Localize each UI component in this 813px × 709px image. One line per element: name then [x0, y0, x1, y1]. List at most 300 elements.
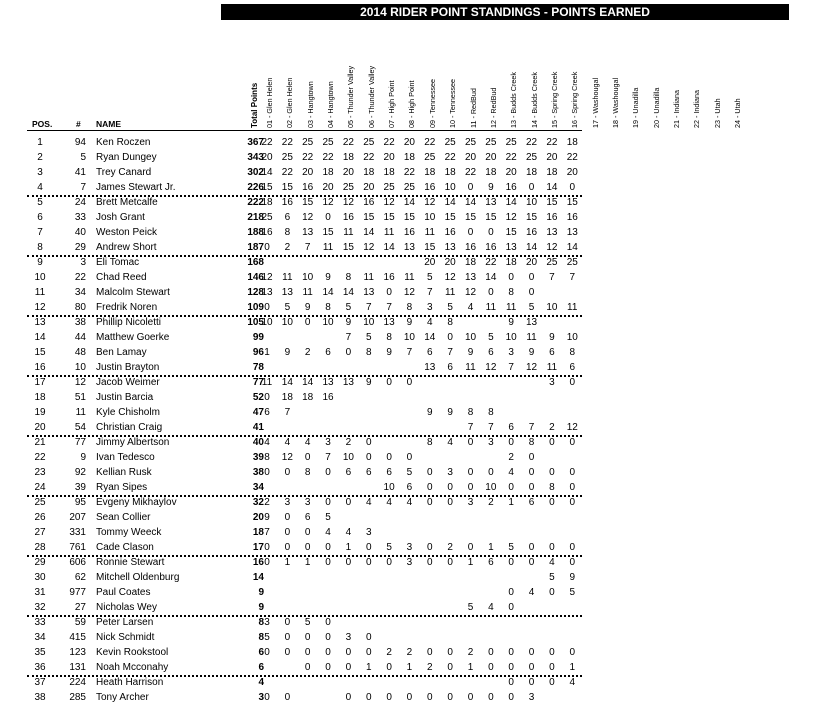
round-header: 16 - Spring Creek — [570, 71, 580, 128]
round-points-cell: 4 — [304, 437, 311, 448]
position-cell: 27 — [34, 527, 46, 538]
round-points-cell: 5 — [304, 617, 311, 628]
round-points-cell: 11 — [505, 302, 517, 313]
round-points-cell: 16 — [444, 227, 456, 238]
round-points-cell: 6 — [488, 347, 494, 358]
round-points-cell: 8 — [508, 287, 514, 298]
round-header: 01 - Glen Helen — [265, 77, 274, 128]
round-points-cell: 16 — [261, 227, 273, 238]
round-points-cell: 14 — [485, 272, 497, 283]
round-points-cell: 12 — [424, 197, 436, 208]
round-points-cell: 0 — [569, 482, 576, 493]
round-points-cell: 15 — [485, 212, 497, 223]
rider-name-cell: Kevin Rookstool — [96, 647, 169, 658]
round-points-cell: 0 — [325, 662, 331, 673]
rider-name-cell: Kyle Chisholm — [96, 407, 160, 418]
round-points-cell: 0 — [284, 542, 291, 553]
round-points-cell: 3 — [345, 632, 352, 643]
round-points-cell: 9 — [508, 317, 514, 328]
round-header: 22 - Indiana — [692, 90, 702, 128]
round-points-cell: 6 — [406, 482, 413, 493]
round-points-cell: 11 — [546, 362, 558, 373]
position-cell: 7 — [37, 227, 43, 238]
total-points-cell: 128 — [247, 287, 264, 298]
round-points-cell: 12 — [281, 452, 293, 463]
round-points-cell: 4 — [345, 527, 352, 538]
round-points-cell: 0 — [528, 467, 535, 478]
total-points-cell: 52 — [252, 392, 264, 403]
round-points-cell: 6 — [447, 362, 453, 373]
round-points-cell: 13 — [444, 242, 456, 253]
round-points-cell: 18 — [424, 167, 436, 178]
rider-name-cell: Noah Mcconahy — [96, 662, 169, 673]
position-cell: 12 — [34, 302, 46, 313]
round-points-cell: 10 — [464, 332, 477, 343]
round-points-cell: 10 — [302, 272, 314, 283]
round-points-cell: 4 — [467, 302, 474, 313]
position-cell: 17 — [34, 377, 46, 388]
rider-number-cell: 11 — [75, 407, 86, 418]
round-header: 14 - Budds Creek — [529, 72, 539, 128]
round-points-cell: 14 — [322, 287, 334, 298]
round-points-cell: 20 — [546, 152, 558, 163]
round-points-cell: 0 — [284, 632, 291, 643]
round-points-cell: 0 — [427, 467, 433, 478]
round-points-cell: 0 — [386, 557, 392, 568]
round-header: 04 - Hangtown — [326, 81, 336, 128]
round-points-cell: 0 — [304, 647, 311, 658]
round-points-cell: 18 — [261, 197, 273, 208]
total-points-cell: 20 — [252, 512, 264, 523]
round-points-cell: 12 — [403, 287, 415, 298]
round-points-cell: 4 — [427, 317, 433, 328]
round-points-cell: 0 — [304, 527, 311, 538]
position-cell: 3 — [37, 167, 43, 178]
round-points-cell: 11 — [404, 272, 415, 283]
round-points-cell: 5 — [345, 302, 352, 313]
round-points-cell: 9 — [447, 407, 453, 418]
round-points-cell: 4 — [528, 587, 535, 598]
position-cell: 32 — [34, 602, 46, 613]
round-points-cell: 15 — [383, 212, 395, 223]
number-header: # — [76, 119, 81, 129]
round-points-cell: 14 — [464, 197, 477, 208]
rider-name-cell: Evgeny Mikhaylov — [96, 497, 177, 508]
round-points-cell: 25 — [322, 137, 334, 148]
round-points-cell: 0 — [304, 542, 311, 553]
round-points-cell: 0 — [264, 542, 270, 553]
round-points-cell: 0 — [488, 227, 494, 238]
round-points-cell: 0 — [508, 557, 514, 568]
total-points-cell: 78 — [252, 362, 264, 373]
rider-number-cell: 10 — [74, 362, 86, 373]
round-points-cell: 25 — [464, 137, 477, 148]
round-points-cell: 0 — [528, 677, 535, 688]
rider-number-cell: 95 — [74, 497, 86, 508]
round-points-cell: 16 — [485, 242, 497, 253]
round-points-cell: 5 — [528, 302, 535, 313]
round-points-cell: 11 — [465, 362, 476, 373]
table-row — [0, 465, 813, 480]
round-points-cell: 25 — [342, 182, 354, 193]
round-points-cell: 0 — [467, 437, 474, 448]
round-points-cell: 14 — [302, 377, 314, 388]
table-row — [0, 585, 813, 600]
round-points-cell: 7 — [508, 362, 514, 373]
round-points-cell: 18 — [464, 257, 477, 268]
table-row — [0, 450, 813, 465]
table-row — [0, 690, 813, 705]
rider-name-cell: Ryan Dungey — [96, 152, 157, 163]
round-points-cell: 0 — [427, 542, 433, 553]
rider-number-cell: 331 — [69, 527, 86, 538]
rider-name-cell: James Stewart Jr. — [96, 182, 176, 193]
total-points-cell: 41 — [252, 422, 264, 433]
rider-name-cell: Justin Brayton — [96, 362, 160, 373]
round-points-cell: 5 — [264, 632, 270, 643]
round-points-cell: 6 — [508, 422, 514, 433]
round-points-cell: 10 — [505, 332, 517, 343]
round-points-cell: 18 — [525, 167, 538, 178]
round-points-cell: 6 — [325, 347, 331, 358]
total-points-cell: 40 — [252, 437, 264, 448]
rider-name-cell: Josh Grant — [96, 212, 145, 223]
rider-name-cell: Tommy Weeck — [96, 527, 162, 538]
round-points-cell: 12 — [261, 272, 273, 283]
round-points-cell: 3 — [284, 497, 291, 508]
rider-name-cell: Malcolm Stewart — [96, 287, 170, 298]
total-points-cell: 96 — [252, 347, 264, 358]
round-points-cell: 13 — [546, 227, 558, 238]
rider-name-cell: Nicholas Wey — [96, 602, 157, 613]
round-points-cell: 20 — [505, 167, 517, 178]
round-points-cell: 16 — [342, 212, 354, 223]
total-points-cell: 3 — [258, 692, 264, 703]
round-points-cell: 4 — [386, 497, 392, 508]
round-points-cell: 0 — [406, 692, 413, 703]
round-points-cell: 0 — [569, 647, 576, 658]
table-row — [0, 165, 813, 180]
position-cell: 21 — [34, 437, 46, 448]
round-points-cell: 0 — [488, 662, 494, 673]
round-points-cell: 2 — [427, 662, 433, 673]
round-points-cell: 3 — [325, 437, 331, 448]
round-points-cell: 7 — [264, 527, 270, 538]
total-points-cell: 39 — [252, 452, 264, 463]
round-points-cell: 3 — [488, 437, 494, 448]
round-points-cell: 22 — [383, 137, 395, 148]
round-points-cell: 0 — [549, 437, 555, 448]
round-header: 23 - Utah — [712, 98, 722, 128]
round-points-cell: 15 — [261, 182, 273, 193]
round-points-cell: 9 — [304, 302, 311, 313]
round-points-cell: 0 — [467, 482, 474, 493]
round-points-cell: 16 — [525, 227, 538, 238]
round-points-cell: 4 — [488, 602, 494, 613]
round-points-cell: 0 — [569, 542, 576, 553]
round-points-cell: 4 — [569, 677, 576, 688]
total-points-cell: 77 — [252, 377, 264, 388]
round-points-cell: 25 — [261, 212, 273, 223]
round-points-cell: 0 — [528, 647, 535, 658]
round-points-cell: 12 — [302, 212, 314, 223]
rider-number-cell: 62 — [74, 572, 86, 583]
round-points-cell: 4 — [406, 497, 413, 508]
round-points-cell: 25 — [424, 152, 436, 163]
round-points-cell: 10 — [546, 302, 558, 313]
table-row — [0, 600, 813, 615]
rider-number-cell: 39 — [74, 482, 86, 493]
round-points-cell: 14 — [261, 167, 273, 178]
total-points-cell: 32 — [252, 497, 264, 508]
total-points-cell: 16 — [252, 557, 264, 568]
round-points-cell: 4 — [549, 557, 555, 568]
round-points-cell: 0 — [528, 182, 535, 193]
round-points-cell: 16 — [566, 212, 578, 223]
table-row — [0, 240, 813, 255]
round-points-cell: 22 — [444, 152, 456, 163]
round-points-cell: 9 — [528, 347, 535, 358]
round-points-cell: 9 — [427, 407, 433, 418]
round-points-cell: 13 — [525, 317, 538, 328]
round-points-cell: 0 — [386, 377, 392, 388]
round-points-cell: 0 — [447, 497, 453, 508]
round-points-cell: 0 — [467, 182, 474, 193]
position-cell: 4 — [37, 182, 43, 193]
rider-name-cell: Trey Canard — [96, 167, 152, 178]
round-points-cell: 8 — [467, 407, 474, 418]
rider-number-cell: 761 — [69, 542, 86, 553]
round-points-cell: 22 — [363, 152, 375, 163]
table-row — [0, 255, 813, 270]
table-row — [0, 360, 813, 375]
table-row — [0, 210, 813, 225]
round-points-cell: 0 — [488, 287, 494, 298]
total-points-cell: 17 — [252, 542, 264, 553]
round-points-cell: 6 — [528, 497, 535, 508]
round-points-cell: 0 — [508, 662, 514, 673]
round-points-cell: 13 — [322, 377, 334, 388]
round-points-cell: 5 — [386, 542, 392, 553]
round-points-cell: 2 — [447, 542, 453, 553]
round-points-cell: 1 — [508, 497, 514, 508]
rider-number-cell: 48 — [74, 347, 86, 358]
rider-name-cell: Phillip Nicoletti — [96, 317, 162, 328]
round-points-cell: 9 — [467, 347, 474, 358]
round-points-cell: 0 — [467, 467, 474, 478]
round-points-cell: 0 — [549, 647, 555, 658]
round-points-cell: 0 — [569, 182, 576, 193]
position-cell: 5 — [37, 197, 43, 208]
rider-number-cell: 606 — [69, 557, 86, 568]
round-points-cell: 0 — [365, 437, 372, 448]
round-points-cell: 0 — [467, 692, 474, 703]
position-cell: 2 — [37, 152, 43, 163]
total-points-cell: 109 — [247, 302, 264, 313]
table-row — [0, 525, 813, 540]
round-points-cell: 7 — [386, 302, 392, 313]
round-points-cell: 8 — [488, 407, 494, 418]
rider-name-cell: Matthew Goerke — [96, 332, 170, 343]
rider-name-cell: Ronnie Stewart — [96, 557, 165, 568]
round-points-cell: 1 — [569, 662, 576, 673]
round-points-cell: 10 — [322, 317, 334, 328]
round-points-cell: 20 — [342, 167, 354, 178]
round-points-cell: 2 — [467, 647, 474, 658]
rider-name-cell: Tony Archer — [96, 692, 149, 703]
round-points-cell: 0 — [427, 647, 433, 658]
round-points-cell: 0 — [549, 542, 555, 553]
round-points-cell: 0 — [508, 587, 514, 598]
round-points-cell: 12 — [444, 272, 456, 283]
round-points-cell: 0 — [447, 662, 453, 673]
round-points-cell: 0 — [488, 692, 494, 703]
round-points-cell: 1 — [284, 557, 291, 568]
round-points-cell: 12 — [485, 362, 497, 373]
round-points-cell: 5 — [284, 302, 291, 313]
round-points-cell: 0 — [386, 452, 392, 463]
round-points-cell: 12 — [383, 197, 395, 208]
position-cell: 13 — [34, 317, 46, 328]
position-cell: 19 — [34, 407, 46, 418]
round-points-cell: 13 — [403, 242, 415, 253]
round-points-cell: 11 — [567, 302, 578, 313]
round-header: 06 - Thunder Valley — [366, 65, 376, 128]
round-points-cell: 1 — [467, 662, 474, 673]
round-points-cell: 0 — [345, 647, 352, 658]
pos-header: POS. — [32, 119, 53, 129]
header-divider — [27, 130, 582, 131]
rider-name-cell: Andrew Short — [96, 242, 157, 253]
round-points-cell: 8 — [284, 227, 291, 238]
round-points-cell: 0 — [365, 557, 372, 568]
round-points-cell: 9 — [264, 512, 270, 523]
round-points-cell: 18 — [566, 137, 578, 148]
round-points-cell: 12 — [566, 422, 578, 433]
round-points-cell: 10 — [281, 317, 293, 328]
round-points-cell: 0 — [508, 272, 514, 283]
table-row — [0, 135, 813, 150]
round-points-cell: 12 — [464, 287, 477, 298]
round-points-cell: 15 — [322, 227, 334, 238]
position-cell: 30 — [34, 572, 46, 583]
round-points-cell: 2 — [304, 347, 311, 358]
round-points-cell: 20 — [363, 182, 375, 193]
round-points-cell: 5 — [406, 467, 413, 478]
round-points-cell: 7 — [488, 422, 494, 433]
round-points-cell: 8 — [447, 317, 453, 328]
round-points-cell: 11 — [383, 227, 395, 238]
round-points-cell: 0 — [365, 452, 372, 463]
round-points-cell: 0 — [325, 212, 331, 223]
rider-name-cell: Kellian Rusk — [96, 467, 152, 478]
round-points-cell: 7 — [427, 287, 433, 298]
round-points-cell: 0 — [284, 617, 291, 628]
round-points-cell: 13 — [342, 377, 354, 388]
round-points-cell: 1 — [365, 662, 372, 673]
round-points-cell: 15 — [424, 242, 436, 253]
round-points-cell: 2 — [508, 452, 514, 463]
round-points-cell: 6 — [386, 467, 392, 478]
round-points-cell: 15 — [302, 197, 314, 208]
rider-number-cell: 38 — [74, 317, 86, 328]
rider-name-cell: Weston Peick — [96, 227, 157, 238]
total-points-cell: 222 — [247, 197, 264, 208]
round-points-cell: 6 — [488, 557, 494, 568]
table-row — [0, 675, 813, 690]
rider-number-cell: 12 — [74, 377, 86, 388]
round-points-cell: 13 — [424, 362, 436, 373]
round-points-cell: 13 — [485, 197, 497, 208]
round-points-cell: 2 — [406, 647, 413, 658]
round-points-cell: 10 — [261, 317, 273, 328]
round-points-cell: 20 — [383, 152, 395, 163]
total-points-cell: 188 — [247, 227, 264, 238]
round-points-cell: 25 — [302, 137, 314, 148]
round-points-cell: 5 — [325, 512, 331, 523]
round-points-cell: 0 — [304, 452, 311, 463]
round-points-cell: 0 — [528, 452, 535, 463]
total-points-cell: 34 — [252, 482, 264, 493]
rider-number-cell: 94 — [74, 137, 86, 148]
table-row — [0, 390, 813, 405]
total-points-cell: 6 — [258, 647, 264, 658]
rider-number-cell: 123 — [69, 647, 86, 658]
rider-name-cell: Mitchell Oldenburg — [96, 572, 180, 583]
round-points-cell: 25 — [281, 152, 293, 163]
round-points-cell: 1 — [304, 557, 311, 568]
round-points-cell: 0 — [447, 692, 453, 703]
round-points-cell: 0 — [427, 497, 433, 508]
round-points-cell: 11 — [444, 287, 456, 298]
round-points-cell: 0 — [528, 542, 535, 553]
round-points-cell: 0 — [284, 467, 291, 478]
position-cell: 14 — [34, 332, 46, 343]
round-points-cell: 0 — [325, 632, 331, 643]
rider-number-cell: 7 — [80, 182, 86, 193]
round-points-cell: 0 — [325, 467, 331, 478]
round-points-cell: 20 — [302, 167, 314, 178]
rider-name-cell: Nick Schmidt — [96, 632, 155, 643]
round-points-cell: 25 — [525, 152, 538, 163]
rider-name-cell: Brett Metcalfe — [96, 197, 158, 208]
round-points-cell: 0 — [427, 692, 433, 703]
round-points-cell: 3 — [406, 557, 413, 568]
table-row — [0, 615, 813, 630]
round-points-cell: 2 — [284, 242, 291, 253]
round-points-cell: 11 — [343, 227, 354, 238]
round-header: 17 - Washougal — [590, 77, 600, 128]
round-points-cell: 18 — [485, 167, 497, 178]
round-points-cell: 25 — [383, 182, 395, 193]
round-points-cell: 20 — [566, 167, 578, 178]
round-points-cell: 0 — [528, 557, 535, 568]
round-points-cell: 16 — [464, 242, 477, 253]
round-points-cell: 5 — [569, 587, 576, 598]
round-header: 02 - Glen Helen — [285, 77, 295, 128]
round-points-cell: 10 — [383, 482, 395, 493]
round-points-cell: 0 — [365, 692, 372, 703]
round-points-cell: 3 — [447, 467, 453, 478]
round-points-cell: 18 — [383, 167, 395, 178]
round-points-cell: 9 — [386, 347, 392, 358]
round-header: 10 - Tennessee — [448, 78, 458, 128]
table-row — [0, 330, 813, 345]
rider-name-cell: Fredrik Noren — [96, 302, 158, 313]
round-points-cell: 0 — [345, 497, 352, 508]
position-cell: 36 — [34, 662, 46, 673]
round-points-cell: 9 — [549, 332, 555, 343]
